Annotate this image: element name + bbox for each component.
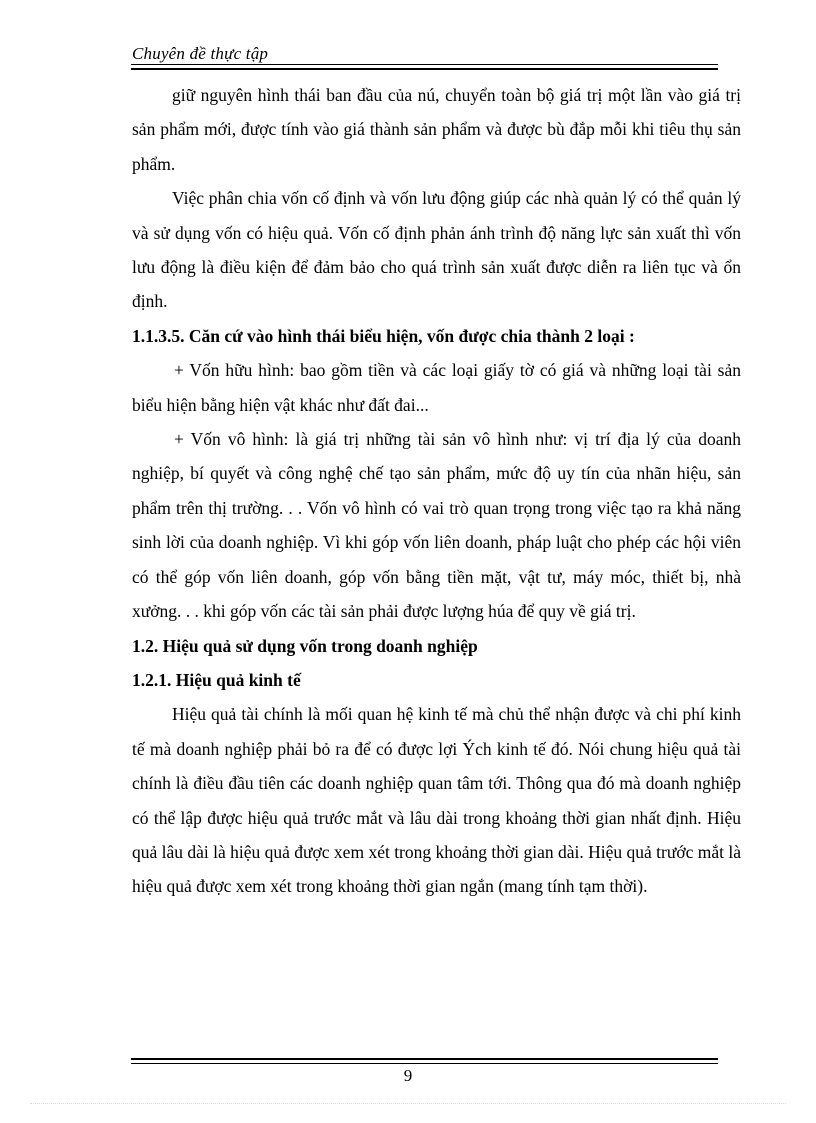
- paragraph: Hiệu quả tài chính là mối quan hệ kinh tế mà chủ thể nhận được và chi phí kinh tế mà doanh nghiệp phải bỏ ra để có được lợi Ých kinh tế đó. Nói chung hiệu quả tài chính là điều đầu tiên các doanh nghiệp quan tâm tới. Thông qua đó mà doanh nghiệp có thể lập được hiệu quả trước mắt và lâu dài trong khoảng thời gian nhất định. Hiệu quả lâu dài là hiệu quả được xem xét trong khoảng thời gian dài. Hiệu quả trước mắt là hiệu quả được xem xét trong khoảng thời gian ngắn (mang tính tạm thời).: [132, 704, 741, 897]
- footer-rule: [131, 1063, 718, 1064]
- section-heading: 1.1.3.5. Căn cứ vào hình thái biểu hiện, vốn được chia thành 2 loại :: [132, 325, 635, 346]
- subsection-heading: 1.2.1. Hiệu quả kinh tế: [132, 669, 301, 690]
- footer-rule-thick: [131, 1058, 718, 1060]
- header-rule-thick: [131, 68, 718, 70]
- page-edge-divider: [30, 1103, 786, 1104]
- page-number: 9: [403, 1066, 413, 1085]
- paragraph: + Vốn hữu hình: bao gồm tiền và các loại giấy tờ có giá và những loại tài sản biểu hiện bằng hiện vật khác như đất đai...: [132, 360, 741, 415]
- document-body: [132, 78, 741, 904]
- header-rule: [131, 64, 718, 65]
- paragraph: giữ nguyên hình thái ban đầu của nú, chuyển toàn bộ giá trị một lần vào giá trị sản phẩm mới, được tính vào giá thành sản phẩm và được bù đắp mỗi khi tiêu thụ sản phẩm.: [132, 85, 741, 174]
- paragraph: + Vốn vô hình: là giá trị những tài sản vô hình như: vị trí địa lý của doanh nghiệp, bí quyết và công nghệ chế tạo sản phẩm, mức độ uy tín của nhãn hiệu, sản phẩm trên thị trường. . . Vốn vô hình có vai trò quan trọng trong việc tạo ra khả năng sinh lời của doanh nghiệp. Vì khi góp vốn liên doanh, pháp luật cho phép các hội viên có thể góp vốn liên doanh, góp vốn bằng tiền mặt, vật tư, máy móc, thiết bị, nhà xưởng. . . khi góp vốn các tài sản phải được lượng húa để quy về giá trị.: [132, 429, 741, 622]
- header-title: Chuyên đề thực tập: [132, 44, 269, 63]
- paragraph: Việc phân chia vốn cố định và vốn lưu động giúp các nhà quản lý có thể quản lý và sử dụng vốn có hiệu quả. Vốn cố định phản ánh trình độ năng lực sản xuất thì vốn lưu động là điều kiện để đảm bảo cho quá trình sản xuất được diễn ra liên tục và ổn định.: [132, 188, 741, 312]
- section-heading: 1.2. Hiệu quả sử dụng vốn trong doanh nghiệp: [132, 635, 478, 656]
